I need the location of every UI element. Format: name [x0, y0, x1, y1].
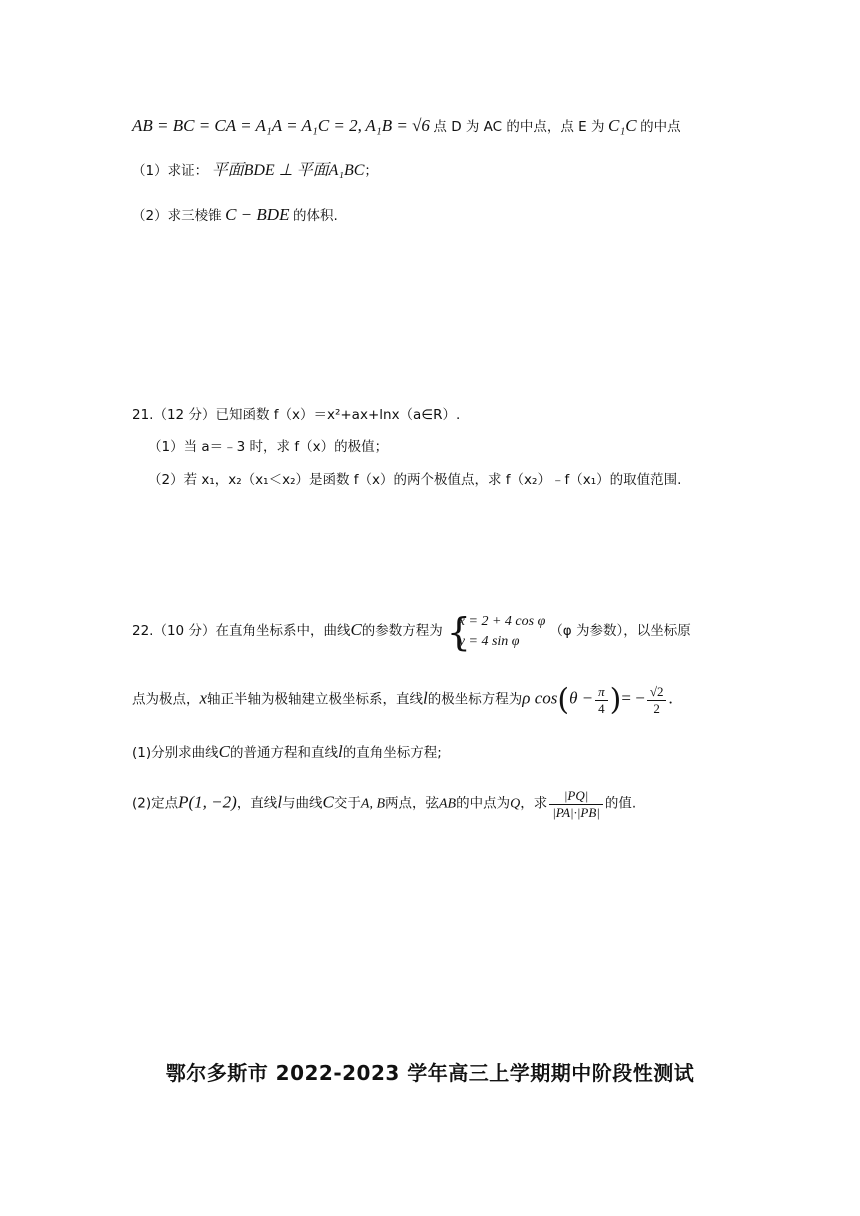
p22-q2-e: 两点，弦 — [385, 795, 439, 812]
polar-lhs: ρ cos — [522, 688, 558, 708]
p22-q2-g: ，求 — [520, 795, 548, 812]
p22-q2-d: 交于 — [333, 795, 361, 812]
p22-q2-AB2: AB — [439, 796, 457, 812]
left-paren-icon: ( — [557, 682, 570, 718]
param-eq-x: x = 2 + 4 cos φ — [458, 614, 546, 629]
p21-q2: （2）若 x₁，x₂（x₁＜x₂）是函数 f（x）的两个极值点，求 f（x₂）﹣f（x₁）的取值范围. — [148, 472, 682, 488]
p22-line2-c: 的极坐标方程为 — [427, 691, 523, 708]
p20-q1-end: ； — [364, 163, 378, 179]
p20-given-text-a: 点 D 为 AC 的中点，点 E 为 — [433, 119, 605, 135]
left-brace-icon: { — [446, 610, 471, 654]
p22-head — [132, 612, 691, 652]
p21-q1: （1）当 a＝﹣3 时，求 f（x）的极值； — [148, 439, 389, 455]
p22-line2-x: x — [199, 688, 208, 708]
ratio-fraction — [549, 788, 603, 821]
p20-given-text-b: 的中点 — [640, 119, 681, 135]
p20-given-line: AB = BC = CA = A₁A = A₁C = 2, A₁B = √6 点 D 为 AC 的中点，点 E 为 C₁C 的中点 — [132, 116, 681, 135]
frac-pi: π — [595, 684, 608, 701]
p20-given-math2: A₁B = √6 — [365, 116, 430, 135]
p22-q2-C: C — [322, 792, 334, 812]
p22-q2-l: l — [277, 792, 283, 812]
frac-PA-PB: |PA|·|PB| — [552, 805, 600, 820]
right-paren-icon: ) — [609, 682, 622, 718]
p22-q1-l: l — [337, 742, 343, 761]
p20-q2-end: 的体积. — [292, 208, 338, 224]
pi-over-4-fraction — [595, 684, 608, 717]
p22-line2-a: 点为极点， — [132, 691, 200, 708]
p22-head-a: 22.（10 分）在直角坐标系中，曲线 — [132, 623, 351, 640]
polar-theta: θ − — [569, 688, 594, 708]
p22-q2-Q: Q — [510, 796, 521, 812]
point-P: P(1, −2) — [178, 792, 237, 812]
p22-q2-AB: A, B — [360, 796, 385, 812]
polar-eq: = − — [621, 688, 645, 708]
exam-title: 鄂尔多斯市 2022-2023 学年高三上学期期中阶段性测试 — [165, 1061, 695, 1085]
p22-q2-c: 与曲线 — [282, 795, 323, 812]
p20-q2 — [132, 205, 338, 227]
p20-given-math: AB = BC = CA = A₁A = A₁C = 2 — [132, 116, 358, 135]
p22-q1 — [132, 742, 442, 764]
p22-q1-C: C — [218, 742, 230, 761]
param-eq-y: y = 4 sin φ — [458, 634, 520, 649]
p20-q1-math: 平面BDE ⊥ 平面A₁BC — [211, 162, 365, 179]
p22-q2-end: 的值. — [604, 795, 637, 812]
p22-q2 — [132, 788, 636, 821]
p20-given-math3: C₁C — [608, 116, 637, 135]
frac-2: 2 — [653, 701, 660, 716]
polar-end: . — [668, 688, 673, 708]
p22-q2-f: 的中点为 — [456, 795, 511, 812]
p22-q1-a: (1)分别求曲线 — [132, 745, 219, 761]
p22-head-b: 的参数方程为 — [361, 623, 443, 640]
frac-sqrt2: √2 — [647, 684, 667, 701]
sqrt2-over-2-fraction — [647, 684, 667, 717]
frac-4: 4 — [598, 701, 605, 716]
p22-line2 — [132, 684, 673, 717]
p22-line2-b: 轴正半轴为极轴建立极坐标系，直线 — [207, 691, 424, 708]
p22-q1-c: 的直角坐标方程; — [342, 745, 442, 761]
p22-q1-b: 的普通方程和直线 — [229, 745, 338, 761]
p20-q2-math: C − BDE — [225, 205, 290, 224]
p22-q2-b: ，直线 — [236, 795, 278, 812]
p22-q2-a: (2)定点 — [132, 795, 179, 812]
p20-q2-label: （2）求三棱锥 — [132, 208, 222, 224]
p22-head-c: （φ 为参数），以坐标原 — [549, 623, 691, 640]
p22-head-C: C — [350, 620, 362, 640]
param-equation-system — [447, 612, 546, 652]
frac-PQ: |PQ| — [549, 788, 603, 805]
p20-q1-label: （1）求证： — [132, 163, 209, 179]
p22-line2-l: l — [423, 688, 428, 708]
p21-head: 21.（12 分）已知函数 f（x）＝x²+ax+lnx（a∈R）. — [132, 407, 461, 423]
p20-q1 — [132, 161, 378, 182]
